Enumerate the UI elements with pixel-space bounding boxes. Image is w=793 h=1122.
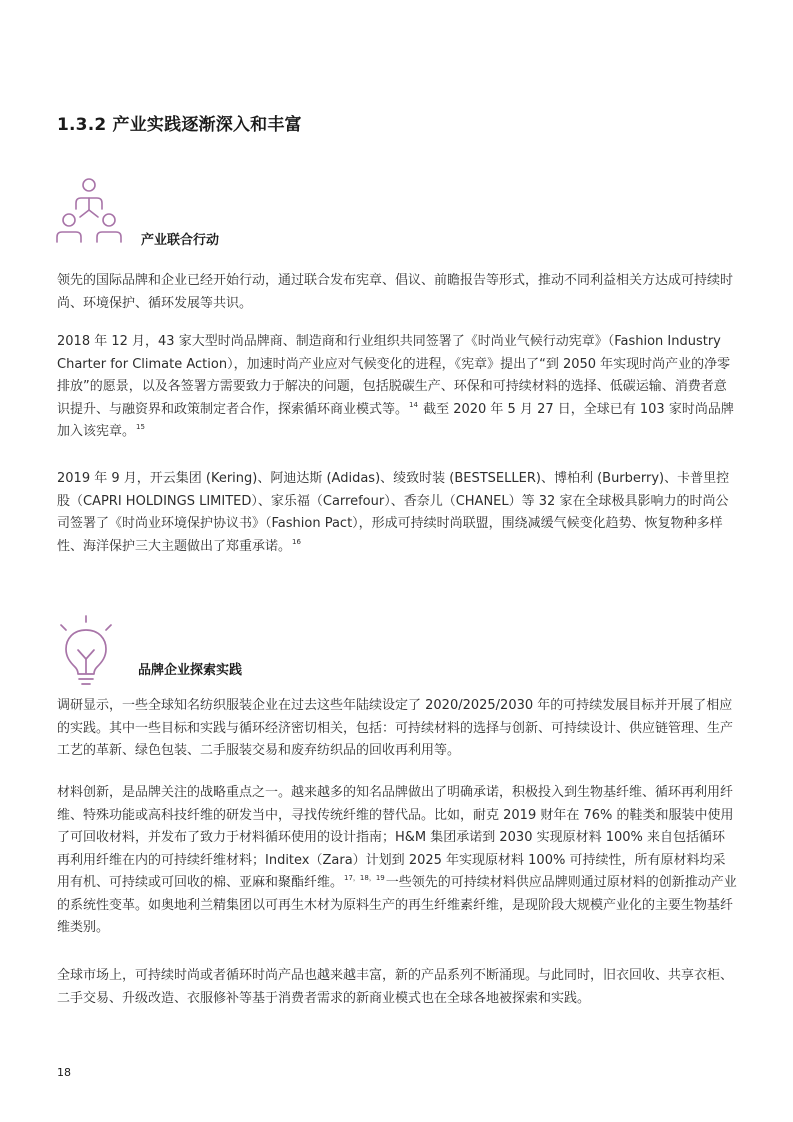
alliance-paragraph-2-text: 2018 年 12 月，43 家大型时尚品牌商、制造商和行业组织共同签署了《时尚业气候行动宪章》（Fashion Industry Charter for Climate Action），加速时尚产业应对气候变化的进程，《宪章》提出了“到 2050 年实现时尚产业的净零排放”的愿景，以及各签署方需要致力于解决的问题，包括脱碳生产、环保和可持续材料的选择、低碳运输、消费者意识提升、与融资界和政策制定者合作，探索循环商业模式等。 [57, 334, 731, 417]
alliance-paragraph-2 [57, 331, 737, 444]
brand-paragraph-2 [57, 782, 737, 940]
page-number: 18 [57, 1066, 71, 1079]
lightbulb-icon [56, 614, 116, 686]
people-network-icon [55, 176, 123, 246]
footnote-ref-14: 14 [409, 400, 418, 409]
brand-section-title: 品牌企业探索实践 [138, 663, 243, 678]
brand-paragraph-2-text-2: 一些领先的可持续材料供应品牌则通过原材料的创新推动产业的系统性变革。如奥地利兰精集团以可再生木材为原料生产的再生纤维素纤维，是现阶段大规模产业化的主要生物基纤维类别。 [57, 875, 737, 935]
brand-paragraph-3: 全球市场上，可持续时尚或者循环时尚产品也越来越丰富，新的产品系列不断涌现。与此同时，旧衣回收、共享衣柜、二手交易、升级改造、衣服修补等基于消费者需求的新商业模式也在全球各地被探索和实践。 [57, 968, 734, 1006]
alliance-paragraph-3 [57, 468, 737, 558]
footnote-ref-16: 16 [292, 537, 301, 546]
brand-paragraph-2-text: 材料创新，是品牌关注的战略重点之一。越来越多的知名品牌做出了明确承诺，积极投入到生物基纤维、循环再利用纤维、特殊功能或高科技纤维的研发当中，寻找传统纤维的替代品。比如，耐克 2019 财年在 76% 的鞋类和服装中使用了可回收材料，并发布了致力于材料循环使用的设计指南；H&M 集团承诺到 2030 实现原材料 100% 来自包括循环再利用纤维在内的可持续纤维材料；Inditex（Zara）计划到 2025 年实现原材料 100% 可持续性，所有原材料均采用有机、可持续或可回收的棉、亚麻和聚酯纤维。 [57, 785, 734, 890]
alliance-paragraph-3-text: 2019 年 9 月，开云集团 (Kering)、阿迪达斯 (Adidas)、绫致时装 (BESTSELLER)、博柏利 (Burberry)、卡普里控股（CAPRI HOLDINGS LIMITED）、家乐福（Carrefour）、香奈儿（CHANEL）等 32 家在全球极具影响力的时尚公司签署了《时尚业环境保护协议书》（Fashion Pact），形成可持续时尚联盟，围绕减缓气候变化趋势、恢复物种多样性、海洋保护三大主题做出了郑重承诺。 [57, 471, 730, 554]
brand-paragraph-1: 调研显示，一些全球知名纺织服装企业在过去这些年陆续设定了 2020/2025/2030 年的可持续发展目标并开展了相应的实践。其中一些目标和实践与循环经济密切相关，包括：可持续材料的选择与创新、可持续设计、供应链管理、生产工艺的革新、绿色包装、二手服装交易和废弃纺织品的回收再利用等。 [57, 698, 734, 758]
alliance-paragraph-2-text-2: 截至 2020 年 5 月 27 日，全球已有 103 家时尚品牌加入该宪章。 [57, 401, 734, 439]
section-heading: 1.3.2 产业实践逐渐深入和丰富 [57, 115, 302, 135]
alliance-paragraph-1: 领先的国际品牌和企业已经开始行动，通过联合发布宪章、倡议、前瞻报告等形式，推动不同利益相关方达成可持续时尚、环境保护、循环发展等共识。 [57, 273, 734, 311]
footnote-ref-17-18-19: 17，18，19 [344, 874, 385, 882]
alliance-section-title: 产业联合行动 [141, 233, 220, 248]
footnote-ref-15: 15 [136, 423, 145, 431]
